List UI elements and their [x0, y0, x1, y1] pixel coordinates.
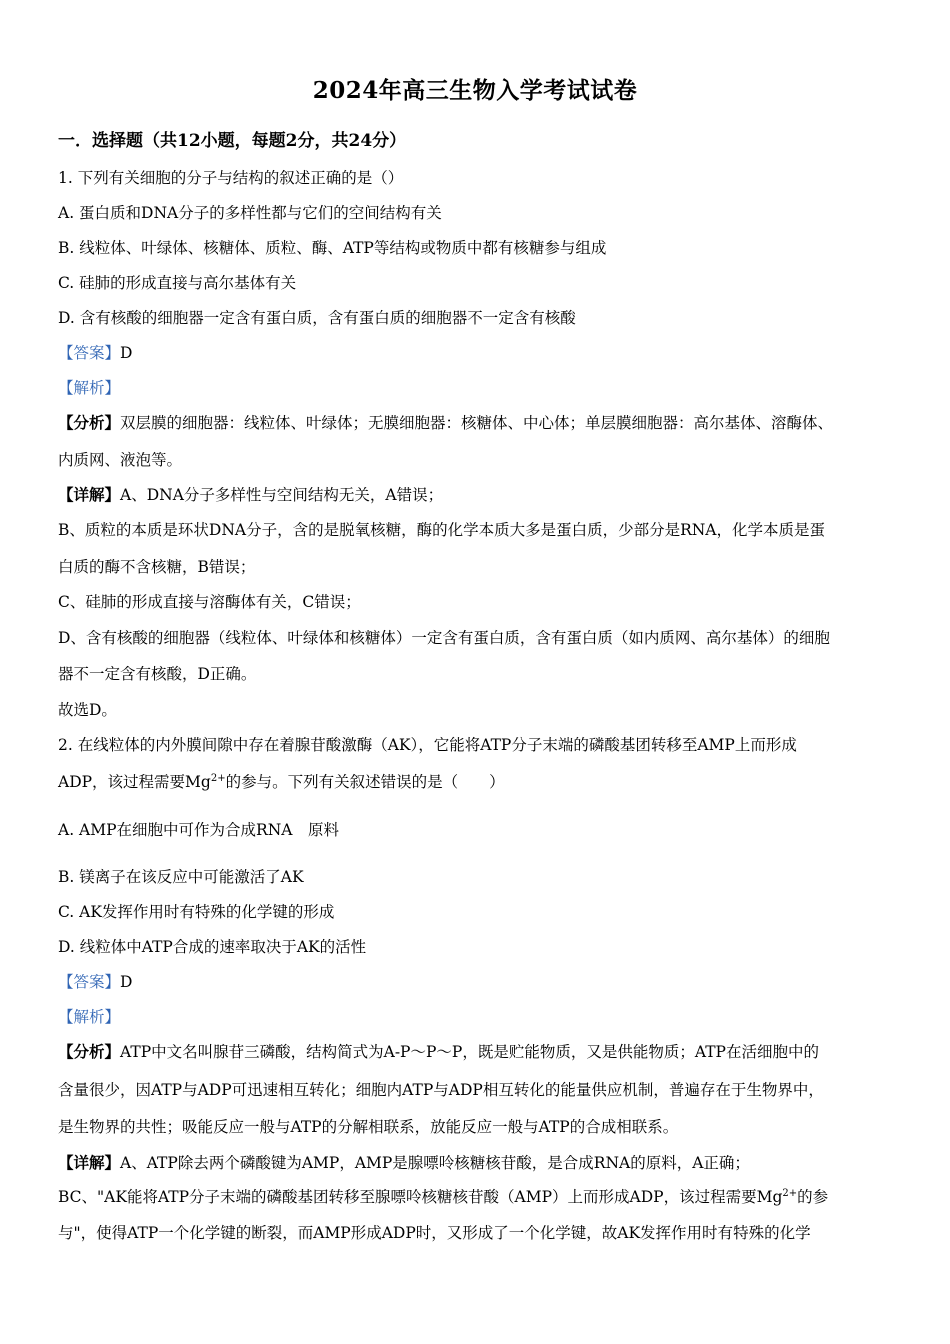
section-heading: 一．选择题（共12小题，每题2分，共24分） [58, 131, 407, 151]
q1-fenxi-line-2: 内质网、液泡等。 [58, 451, 183, 469]
q2-option-a: A. AMP在细胞中可作为合成RNA 原料 [58, 821, 339, 839]
fenxi-tag: 【分析】 [58, 413, 121, 432]
q2-option-c: C. AK发挥作用时有特殊的化学键的形成 [58, 903, 335, 921]
q2-analysis-heading [58, 1007, 898, 1027]
q2-answer [58, 972, 898, 992]
xiangjie-tag: 【详解】 [58, 1153, 121, 1172]
q1-fenxi-text-1: 双层膜的细胞器：线粒体、叶绿体；无膜细胞器：核糖体、中心体；单层膜细胞器：高尔基体、溶酶体、 [120, 414, 834, 432]
q2-xiangjie-text-2a: BC、"AK能将ATP分子末端的磷酸基团转移至腺嘌呤核糖核苷酸（AMP）上而形成ADP，该过程需要Mg [58, 1188, 783, 1206]
q1-option-c: C. 硅肺的形成直接与高尔基体有关 [58, 274, 297, 292]
q2-fenxi-line-2: 含量很少，因ATP与ADP可迅速相互转化；细胞内ATP与ADP相互转化的能量供应机制，普遍存在于生物界中， [58, 1081, 824, 1099]
q1-xiangjie-line-2: B、质粒的本质是环状DNA分子，含的是脱氧核糖，酶的化学本质大多是蛋白质，少部分是RNA，化学本质是蛋 [58, 521, 826, 539]
q2-stem-text-a: ADP，该过程需要Mg [58, 773, 211, 791]
q2-stem-line-2 [58, 772, 898, 792]
q2-option-d: D. 线粒体中ATP合成的速率取决于AK的活性 [58, 938, 367, 956]
answer-tag: 【答案】 [58, 973, 121, 991]
analysis-tag: 【解析】 [58, 1008, 121, 1026]
q2-xiangjie-line-1 [58, 1153, 898, 1173]
q2-xiangjie-text-1: A、ATP除去两个磷酸键为AMP，AMP是腺嘌呤核糖核苷酸，是合成RNA的原料，A正确； [120, 1154, 750, 1172]
q1-stem: 1. 下列有关细胞的分子与结构的叙述正确的是（） [58, 169, 404, 187]
q2-stem-text-b: 的参与。下列有关叙述错误的是（ ） [225, 773, 505, 791]
q1-xiangjie-line-1 [58, 485, 898, 505]
q1-fenxi-line-1 [58, 413, 898, 433]
mg-superscript: 2+ [210, 772, 226, 784]
q2-stem-line-1: 2. 在线粒体的内外膜间隙中存在着腺苷酸激酶（AK），它能将ATP分子末端的磷酸基团转移至AMP上而形成 [58, 736, 797, 754]
xiangjie-tag: 【详解】 [58, 485, 121, 504]
q1-option-a: A. 蛋白质和DNA分子的多样性都与它们的空间结构有关 [58, 204, 442, 222]
q2-option-b: B. 镁离子在该反应中可能激活了AK [58, 868, 304, 886]
q2-fenxi-text-1: ATP中文名叫腺苷三磷酸，结构简式为A-P～P～P，既是贮能物质，又是供能物质；ATP在活细胞中的 [120, 1043, 819, 1061]
q2-answer-value: D [120, 973, 133, 991]
q2-xiangjie-line-3: 与"，使得ATP一个化学键的断裂，而AMP形成ADP时，又形成了一个化学键，故AK发挥作用时有特殊的化学 [58, 1224, 811, 1242]
mg-superscript: 2+ [782, 1187, 798, 1199]
q1-analysis-heading [58, 378, 898, 398]
q1-xiangjie-text-1: A、DNA分子多样性与空间结构无关，A错误； [120, 486, 444, 504]
q1-answer-value: D [120, 344, 133, 362]
q1-conclusion: 故选D。 [58, 701, 117, 719]
q1-xiangjie-line-5: D、含有核酸的细胞器（线粒体、叶绿体和核糖体）一定含有蛋白质，含有蛋白质（如内质网、高尔基体）的细胞 [58, 629, 830, 647]
page-title: 2024年高三生物入学考试试卷 [312, 77, 638, 104]
q2-xiangjie-line-2 [58, 1187, 898, 1207]
q2-fenxi-line-3: 是生物界的共性；吸能反应一般与ATP的分解相联系，放能反应一般与ATP的合成相联系。 [58, 1118, 679, 1136]
q2-xiangjie-text-2b: 的参 [797, 1188, 829, 1206]
answer-tag: 【答案】 [58, 344, 121, 362]
q1-option-d: D. 含有核酸的细胞器一定含有蛋白质，含有蛋白质的细胞器不一定含有核酸 [58, 309, 576, 327]
q1-xiangjie-line-3: 白质的酶不含核糖，B错误； [58, 558, 256, 576]
q1-xiangjie-line-6: 器不一定含有核酸，D正确。 [58, 665, 257, 683]
q1-xiangjie-line-4: C、硅肺的形成直接与溶酶体有关，C错误； [58, 593, 361, 611]
fenxi-tag: 【分析】 [58, 1042, 121, 1061]
q1-option-b: B. 线粒体、叶绿体、核糖体、质粒、酶、ATP等结构或物质中都有核糖参与组成 [58, 239, 607, 257]
q1-answer [58, 343, 898, 363]
q2-fenxi-line-1 [58, 1042, 898, 1062]
analysis-tag: 【解析】 [58, 379, 121, 397]
